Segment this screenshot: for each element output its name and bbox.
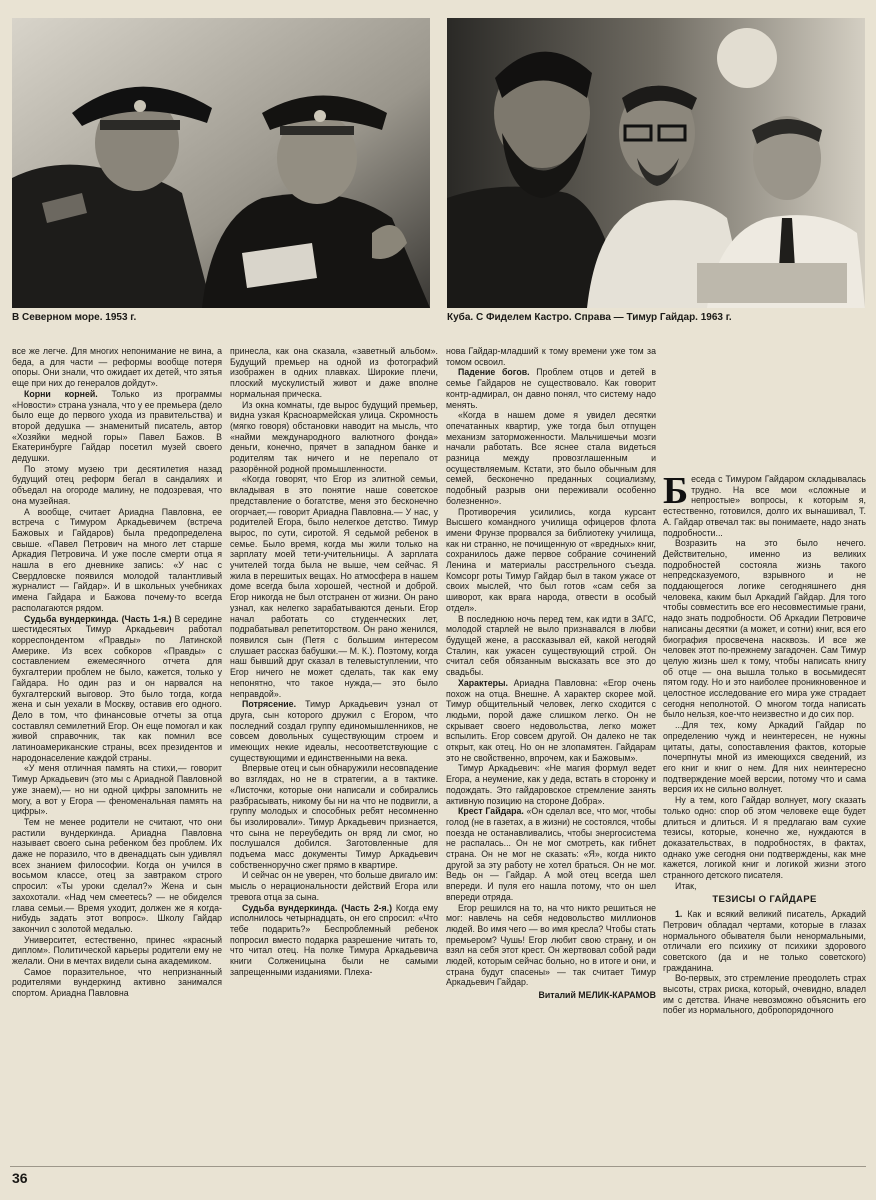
paragraph-text: Проблем отцов и детей в семье Гайдаров не существовало. Как говорит контр-адмирал, он давно понял, что систему надо менять.: [446, 367, 656, 410]
article-paragraph: [12, 507, 222, 614]
article-column-3: [446, 346, 656, 1001]
paragraph-text: «У меня отличная память на стихи,— говорит Тимур Аркадьевич (это мы с Ариадной Павловной уже знаем),— но ни одной цифры запомнить не могу, а вот у Егора — феноменальная память на цифры».: [12, 763, 222, 817]
article-paragraph: [663, 470, 866, 538]
article-paragraph: [12, 763, 222, 817]
article-paragraph: [446, 763, 656, 806]
photo-cuba-castro: [447, 18, 865, 308]
article-paragraph: [446, 507, 656, 614]
paragraph-text: Только из программы «Новости» страна узнала, что у ее премьера (дело было еще до первого ухода из правительства) и второй дедушка — знаменитый писатель, автор «Хозяйки медной горы» Павел Бажов. В Екатеринбурге Гайдар посетил музей своего дедушки.: [12, 388, 222, 464]
article-paragraph: [446, 346, 656, 367]
paragraph-text: Самое поразительное, что непризнанный родителями вундеркинд активно занимался спортом. Ариадна Павловна: [12, 966, 222, 999]
paragraph-text: «Он сделал все, что мог, чтобы голод (не в газетах, а в жизни) не состоялся, чтобы поезда не останавливались, чтобы энергосистема не распалась... Он не мог смотреть, как гибнет страна. Он не мог не сказать: «Я», когда никто другой за эту работу не хотел браться. Он не мог. Ведь он — Гайдар. А мой отец всегда шел впереди. И пуля его нашла потому, что он шел впереди отряда.: [446, 806, 656, 902]
article-paragraph: [663, 795, 866, 881]
paragraph-text: Тимур Аркадьевич узнал от друга, сын которого дружил с Егором, что последний создал группу единомышленников, не совсем довольных существующим строем и имеющих некие идеалы, несоответствующие с существующими и единственными на века.: [230, 699, 438, 763]
subheading: Судьба вундеркинда. (Часть 2-я.): [242, 902, 393, 913]
paragraph-text: Возразить на это было нечего. Действительно, именно из великих подробностей состояла жизнь такого непредсказуемого, взрывного и не поддающегося логике сегодняшнего дня человека, каким был Аркадий Гайдар. Для того чтобы совместить все его несовместимые грани, надо знать подробности. Об Аркадии Петровиче написаны десятки (а может, и сотни) книг, вся его биография просвечена насквозь. И все же человек этот по-прежнему загадочен. Сам Тимур целую жизнь шел к тому, чтобы написать книгу об отце — она вышла только в восьмидесят пятом году. Но и это наиболее проникновенное и целостное исследование его мира уже страдает сегодня неполнотой. О многом тогда написать было нельзя, кое-что неизвестно и до сих пор.: [663, 538, 866, 720]
photo-caption-cuba: Куба. С Фиделем Кастро. Справа — Тимур Гайдар. 1963 г.: [447, 312, 732, 323]
paragraph-text: Тимур Аркадьевич: «Не магия формул ведет Егора, а неумение, как у деда, встать в сторонку и подождать. Это гайдаровское стремление занять активную позицию на стороне Добра».: [446, 763, 656, 806]
article-paragraph: [230, 400, 438, 475]
article-column-4: [663, 470, 866, 1016]
paragraph-text: Противоречия усилились, когда курсант Высшего командного училища офицеров флота имени Фрунзе прорвался за библиотеку училища, как ни странно, не почищенную от «вредных» книг, сохранилось даже первое собрание сочинений Ленина и материалы расстрельного съезда. Комсорг роты Тимур Гайдар был в таком ужасе от своих мыслей, что был готов «сам себя за шиворот, как врага народа, отвести в особый отдел».: [446, 506, 656, 613]
article-paragraph: [446, 367, 656, 410]
article-paragraph: [663, 720, 866, 795]
article-column-1: [12, 346, 222, 999]
article-column-2: [230, 346, 438, 977]
article-paragraph: [663, 909, 866, 973]
paragraph-text: «Когда в нашем доме я увидел десятки опечатанных квартир, уже тогда был отпущен механизм заторможенности. Мальчишечьи мозги начали работать. Все яснее стала видеться разница между провозглашенным и осуществляемым. Кстати, это было обычным для семей, бесконечно преданных социализму, подобный разрыв они переживали особенно болезненно».: [446, 410, 656, 506]
article-paragraph: [663, 973, 866, 1016]
article-paragraph: [230, 763, 438, 870]
subheading: Судьба вундеркинда. (Часть 1-я.): [24, 613, 172, 624]
subheading: Падение богов.: [458, 367, 530, 378]
article-paragraph: [230, 346, 438, 400]
paragraph-text: Университет, естественно, принес «красный диплом». Политической карьеры родители ему не желали. Они в мечтах видели сына академиком.: [12, 934, 222, 967]
photo-caption-northern-sea: В Северном море. 1953 г.: [12, 312, 137, 323]
article-paragraph: [230, 870, 438, 902]
paragraph-text: И сейчас он не уверен, что больше двигало им: мысль о нерациональности действий Егора или тревога отца за сына.: [230, 870, 438, 902]
paragraph-text: Как и всякий великий писатель, Аркадий Петрович обладал чертами, которые в глазах нормального обывателя были ненормальными, отличали его психику от психики здорового советского (да и не только советского) гражданина.: [663, 909, 866, 973]
paragraph-text: Ну а тем, кого Гайдар волнует, могу сказать только одно: спор об этом человеке еще будет длиться и длиться. И я предлагаю вам сухие тезисы, которые, конечно же, нуждаются в доказательствах, в подробностях, в фактах, однако уже сегодня они подтверждены, как мне кажется, логикой книг и логикой жизни этого странного детского писателя.: [663, 795, 866, 881]
article-paragraph: [230, 903, 438, 978]
author-signature: Виталий МЕЛИК-КАРАМОВ: [538, 990, 656, 1001]
paragraph-text: все же легче. Для многих непонимание не вина, а беда, а для части — реформы вообще потеря опоры. Они знали, что ожидает их детей, что зятья еще при них до генералов дойдут».: [12, 346, 222, 389]
paragraph-text: Итак,: [675, 880, 697, 891]
article-paragraph: [230, 699, 438, 763]
article-paragraph: [446, 806, 656, 902]
article-paragraph: [12, 967, 222, 999]
paragraph-text: Из окна комнаты, где вырос будущий премьер, видна узкая Красноармейская улица. Скромность (мягко говоря) обстановки наводит на мысль, что «найми международного валютного фонда» деньги, конечно, прячет в западном банке и родителям так ничего и не перепало от разорённой родной промышленности.: [230, 399, 438, 474]
article-paragraph: [446, 903, 656, 989]
photo-northern-sea-image: [12, 18, 430, 308]
paragraph-text: А вообще, считает Ариадна Павловна, ее встреча с Тимуром Аркадьевичем (встреча Бажовых и Гайдаров) была предопределена свыше. «Павел Петрович на много лет старше Аркадия Петровича. И уже после смерти отца я нашла в его дневнике запись: «У нас с Свердловске появился молодой талантливый журналист — Гайдар». И в школьных учебниках имена Гайдара и Бажова почему-то всегда располагаются рядом.: [12, 506, 222, 613]
paragraph-text: По этому музею три десятилетия назад будущий отец реформ бегал в сандалиях и объедал на огороде малину, не подозревая, что она музейная.: [12, 463, 222, 506]
paragraph-text: Во-первых, это стремление преодолеть страх высоты, страх риска, который, очевидно, владел им с детства. Иначе невозможно объяснить его побег из нормального, добропорядочного: [663, 973, 866, 1016]
paragraph-text: В последнюю ночь перед тем, как идти в ЗАГС, молодой старлей не выло признавался в любви будущей жене, а рассказывал ей, какой негодяй Сталин, как ужасен существующий строй. Он считал себя обязанным высказать все это до свадьбы.: [446, 613, 656, 678]
paragraph-text: Егор решился на то, на что никто решиться не мог: навлечь на себя недовольство миллионов людей. Во имя чего — во имя кресла? Чтобы стать премьером? Чушь! Егор любит свою страну, и он взял на себя этот крест. Он жертвовал собой ради людей, которым сейчас больно, но в итоге и они, и страна будут спасены» — так считает Тимур Аркадьевич Гайдар.: [446, 902, 656, 988]
footer-rule: [10, 1166, 866, 1167]
article-paragraph: [12, 614, 222, 764]
article-paragraph: [446, 678, 656, 764]
article-paragraph: [663, 881, 866, 892]
article-paragraph: [12, 389, 222, 464]
article-paragraph: [230, 474, 438, 699]
paragraph-text: Впервые отец и сын обнаружили несовпадение во взглядах, но не в стратегии, а в тактике. «Листочки, которые они написали и собирались разбрасывать, никому бы ни на что не подвигли, а группу молодых и способных ребят несомненно бы изолировали». Тимур Аркадьевич признается, что сына не переубедить он вряд ли смог, но послушался добился. Заготовленные для подъема масс документы Тимур Аркадьевич собственноручно сжег прямо в квартире.: [230, 763, 438, 870]
paragraph-text: В середине шестидесятых Тимур Аркадьевич работал корреспондентом «Правды» по Латинской Америке. Из всех собкоров «Правды» с составлением ежемесячного отчета для бухгалтерии проблем не было, кажется, только у Гайдара. Но один раз и он нарвался на бухгалтерский выговор. Это было тогда, когда жена и сын уехали в Москву, оставив его одного. Дело в том, что финансовые отчеты за отца составлял семилетний Егор. Он еще помогал и как живой справочник, так как помнил все латиноамериканские страны, всех президентов и народонаселение каждой страны.: [12, 613, 222, 763]
article-paragraph: [12, 817, 222, 935]
subheading: Потрясение.: [242, 699, 297, 710]
paragraph-text: Когда ему исполнилось четырнадцать, он его спросил: «Что тебе подарить?» Беспроблемный ребенок попросил вместо подарка разрешение читать то, что читал отец. На полке Тимура Аркадьевича книги Солженицына были не самыми запрещенными изданиями. Плеха-: [230, 902, 439, 977]
article-paragraph: [12, 464, 222, 507]
paragraph-text: Тем не менее родители не считают, что они растили вундеркинда. Ариадна Павловна называет своего сына ребенком без проблем. Их даже не поразило, что в двенадцать сын удивлял всех знанием философии. Когда он учился в восьмом классе, отец за завтраком строго спросил: «Ты уроки сделал?» Жена и сын захохотали. «Над чем смеетесь? — не обиделся глава семьи.— Время уходит, должен же я когда-нибудь задать этот вопрос». Школу Гайдар закончил с золотой медалью.: [12, 816, 222, 934]
subheading: Корни корней.: [24, 388, 98, 399]
subheading: Крест Гайдара.: [458, 806, 524, 817]
paragraph-text: Ариадна Павловна: «Егор очень похож на отца. Внешне. А характер скорее мой. Тимур общительный человек, легко сходится с людьми, порой даже слишком легко. Он не скрывает своего недовольства, легко может вспылить. Егор совсем другой. Он далеко не так открыт, как отец. Но он не злопамятен. Гайдарам это не свойственно, впрочем, как и Бажовым».: [446, 677, 656, 763]
paragraph-text: еседа с Тимуром Гайдаром складывалась трудно. На все мои «сложные и непростые» вопросы, к которым я, естественно, готовился, долго их вынашивал, Т. А. Гайдар отвечал так: вы понимаете, надо знать подробности...: [663, 474, 866, 538]
drop-cap: Б: [663, 470, 689, 512]
paragraph-text: ...Для тех, кому Аркадий Гайдар по определению чужд и неинтересен, не нужны цитаты, даты, сопоставления фактов, которые почерпнуты мной из имеющихся сведений, из его книг и книг о нем. Для них неинтересно подтверждение моей версии, потому что и сама версия их не сильно волнует.: [663, 720, 866, 795]
paragraph-text: «Когда говорят, что Егор из элитной семьи, вкладывая в это понятие наше советское представление о богатстве, меня это бесконечно огорчает,— говорит Ариадна Павловна.— У нас, у родителей Егора, было нелегкое детство. Тимур вырос, по сути, сиротой. Я седьмой ребенок в семье. Было время, когда мы жили только на зарплату моей тети-учительницы. А зарплата учителей тогда была не выше, чем сейчас. Я жила в перешитых вещах. Но атмосфера в нашем доме всегда была хорошей, честной и доброй. Егор никогда не был отстранен от жизни. Он рано узнал, как нелегко зарабатываются деньги. Егор начал работать со студенческих лет, подрабатывал репетиторством. Он рано женился, появился сын (Петя с большим интересом слушает рассказ бабушки.— М. К.). Поэтому, когда наш бывший друг сказал в телевыступлении, что Егор ничего не может сделать, так как ему непонятно, что такое нужда,— это было неправдой».: [230, 474, 438, 699]
photo-cuba-castro-image: [447, 18, 865, 308]
article-paragraph: [663, 538, 866, 720]
subheading: 1.: [675, 909, 683, 920]
article-paragraph: [446, 410, 656, 506]
paragraph-text: принесла, как она сказала, «заветный альбом». Будущий премьер на одной из фотографий изображен в одних плавках. Широкие плечи, плоский мускулистый живот и даже вполне нормальная прическа.: [230, 346, 438, 399]
article-paragraph: [446, 614, 656, 678]
photo-northern-sea: [12, 18, 430, 308]
paragraph-text: нова Гайдар-младший к тому времени уже том за томом освоил.: [446, 346, 656, 367]
section-heading: ТЕЗИСЫ О ГАЙДАРЕ: [712, 894, 817, 906]
article-paragraph: [12, 935, 222, 967]
page-number: 36: [12, 1170, 28, 1186]
subheading: Характеры.: [458, 677, 508, 688]
article-paragraph: [12, 346, 222, 389]
